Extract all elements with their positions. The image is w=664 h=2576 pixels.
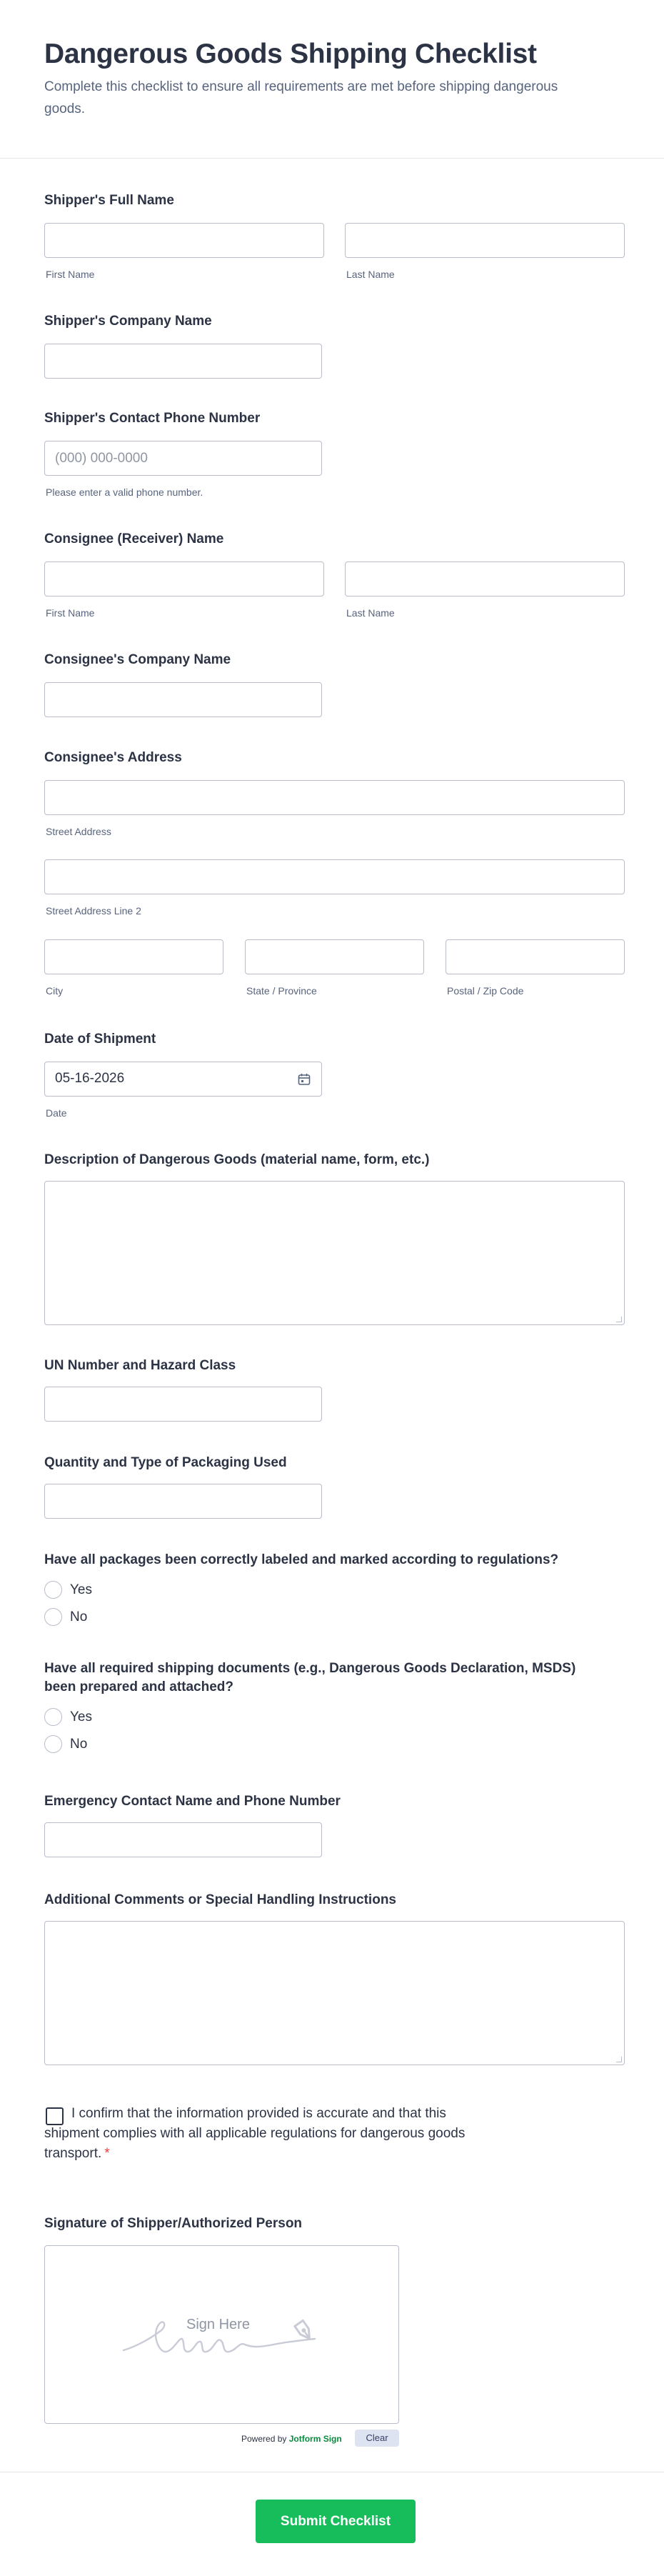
un-number-field <box>44 1357 627 1428</box>
radio-button[interactable] <box>44 1735 62 1753</box>
confirm-line3-text: transport. <box>44 2146 102 2161</box>
documents-question-line2: been prepared and attached? <box>44 1679 234 1694</box>
emergency-contact-field <box>44 1792 627 1864</box>
clear-signature-button[interactable]: Clear <box>355 2430 399 2447</box>
street-address-input[interactable] <box>44 780 625 815</box>
powered-by-note <box>241 2434 342 2444</box>
shipper-name-field <box>44 191 627 284</box>
jotform-sign-brand: Jotform Sign <box>288 2434 342 2444</box>
goods-description-label: Description of Dangerous Goods (material name, form, etc.) <box>44 1152 430 1167</box>
consignee-company-label: Consignee's Company Name <box>44 652 231 667</box>
confirm-line1: I confirm that the information provided is accurate and that this <box>71 2106 446 2121</box>
pen-icon <box>289 2316 319 2346</box>
radio-label: Yes <box>70 1709 92 1724</box>
shipper-last-name-sublabel: Last Name <box>346 269 395 280</box>
consignee-company-field <box>44 651 627 722</box>
resize-handle-icon[interactable] <box>616 2057 622 2062</box>
shipper-phone-sublabel: Please enter a valid phone number. <box>46 486 203 498</box>
consignee-name-label: Consignee (Receiver) Name <box>44 531 224 546</box>
documents-question-label <box>44 1659 627 1697</box>
consignee-name-field <box>44 530 627 623</box>
shipper-phone-label: Shipper's Contact Phone Number <box>44 411 261 426</box>
shipment-date-value: 05-16-2026 <box>55 1071 125 1086</box>
consignee-last-name-sublabel: Last Name <box>346 607 395 619</box>
shipper-company-input[interactable] <box>44 344 322 379</box>
confirm-field <box>44 2104 627 2168</box>
consignee-address-field <box>44 749 627 999</box>
emergency-contact-input[interactable] <box>44 1822 322 1857</box>
form-subtitle: Complete this checklist to ensure all requirements are met before shipping dangerous goods. <box>44 79 558 116</box>
confirm-line2: shipment complies with all applicable regulations for dangerous goods <box>44 2126 466 2141</box>
radio-label: No <box>70 1609 88 1624</box>
packaging-field <box>44 1454 627 1525</box>
goods-description-field <box>44 1151 627 1329</box>
shipper-company-label: Shipper's Company Name <box>44 314 212 329</box>
labeled-option-yes[interactable] <box>44 1580 187 1600</box>
un-number-label: UN Number and Hazard Class <box>44 1358 236 1373</box>
state-sublabel: State / Province <box>246 985 317 997</box>
shipment-date-field <box>44 1030 627 1123</box>
shipper-first-name-input[interactable] <box>44 223 324 258</box>
signature-scribble-icon <box>45 2246 400 2425</box>
zip-input[interactable] <box>446 939 625 974</box>
confirm-line3 <box>44 2144 330 2164</box>
state-input[interactable] <box>245 939 424 974</box>
signature-label: Signature of Shipper/Authorized Person <box>44 2216 303 2231</box>
goods-description-textarea[interactable] <box>44 1181 625 1325</box>
sign-here-hint: Sign Here <box>186 2317 250 2332</box>
packaging-label: Quantity and Type of Packaging Used <box>44 1455 287 1470</box>
form-header <box>0 0 664 159</box>
comments-label: Additional Comments or Special Handling Instructions <box>44 1892 396 1907</box>
documents-question-line1: Have all required shipping documents (e.g., Dangerous Goods Declaration, MSDS) <box>44 1661 576 1676</box>
shipment-date-input[interactable] <box>44 1062 322 1097</box>
city-sublabel: City <box>46 985 64 997</box>
confirm-checkbox[interactable] <box>46 2107 64 2125</box>
resize-handle-icon[interactable] <box>616 1317 622 1322</box>
street-address-sublabel: Street Address <box>46 826 111 837</box>
shipper-phone-input[interactable] <box>44 441 322 476</box>
radio-button[interactable] <box>44 1708 62 1726</box>
shipper-phone-placeholder: (000) 000-0000 <box>55 451 148 466</box>
form-title: Dangerous Goods Shipping Checklist <box>44 39 537 69</box>
consignee-last-name-input[interactable] <box>345 561 625 596</box>
consignee-first-name-sublabel: First Name <box>46 607 95 619</box>
shipper-first-name-sublabel: First Name <box>46 269 95 280</box>
calendar-icon[interactable] <box>297 1072 311 1087</box>
labeled-question-label: Have all packages been correctly labeled and marked according to regulations? <box>44 1552 559 1567</box>
radio-label: Yes <box>70 1582 92 1597</box>
documents-option-no[interactable] <box>44 1734 187 1754</box>
emergency-contact-label: Emergency Contact Name and Phone Number <box>44 1794 341 1809</box>
consignee-address-label: Consignee's Address <box>44 750 182 765</box>
street-address-2-input[interactable] <box>44 859 625 894</box>
submit-button[interactable]: Submit Checklist <box>256 2500 416 2543</box>
shipper-last-name-input[interactable] <box>345 223 625 258</box>
shipper-company-field <box>44 312 627 384</box>
radio-label: No <box>70 1737 88 1752</box>
zip-sublabel: Postal / Zip Code <box>447 985 524 997</box>
shipper-name-label: Shipper's Full Name <box>44 193 174 208</box>
radio-button[interactable] <box>44 1608 62 1626</box>
shipment-date-sublabel: Date <box>46 1107 67 1119</box>
comments-field <box>44 1891 627 2070</box>
consignee-company-input[interactable] <box>44 682 322 717</box>
labeled-option-no[interactable] <box>44 1607 187 1627</box>
shipment-date-label: Date of Shipment <box>44 1032 156 1047</box>
packaging-input[interactable] <box>44 1484 322 1519</box>
radio-button[interactable] <box>44 1581 62 1599</box>
signature-field <box>44 2215 627 2450</box>
un-number-input[interactable] <box>44 1387 322 1422</box>
documents-question-field <box>44 1659 627 1767</box>
consignee-first-name-input[interactable] <box>44 561 324 596</box>
labeled-question-field <box>44 1551 627 1637</box>
powered-by-text: Powered by <box>241 2434 287 2444</box>
city-input[interactable] <box>44 939 223 974</box>
documents-option-yes[interactable] <box>44 1707 187 1727</box>
signature-pad[interactable] <box>44 2245 399 2424</box>
required-asterisk: * <box>104 2146 110 2161</box>
shipper-phone-field <box>44 409 627 502</box>
street-address-2-sublabel: Street Address Line 2 <box>46 905 141 917</box>
comments-textarea[interactable] <box>44 1921 625 2065</box>
